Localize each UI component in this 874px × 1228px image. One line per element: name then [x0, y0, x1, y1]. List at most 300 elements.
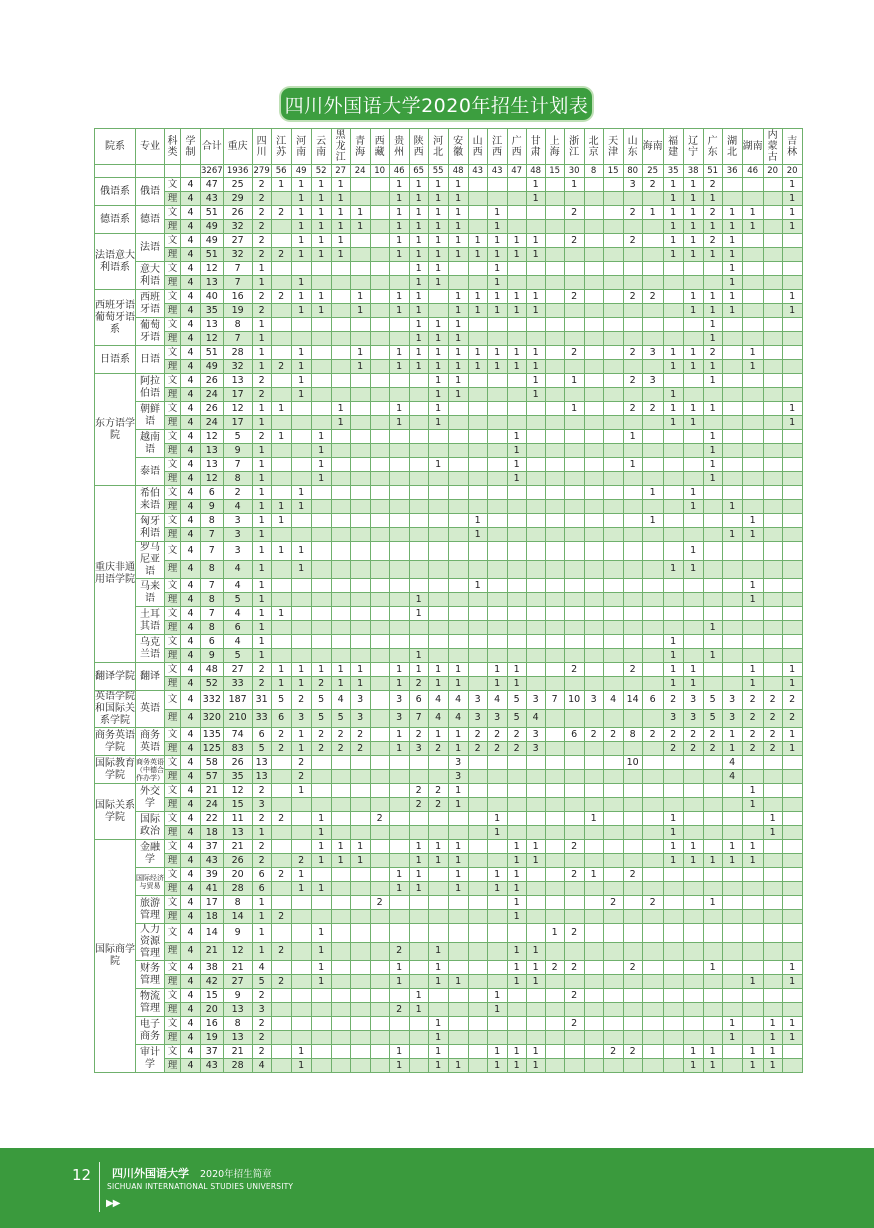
data-cell — [468, 989, 487, 1003]
data-cell — [683, 472, 703, 486]
data-cell: 2 — [252, 178, 271, 192]
data-cell: 32 — [223, 360, 252, 374]
data-cell: 2 — [252, 220, 271, 234]
data-cell: 1 — [507, 910, 526, 924]
dept-cell: 国际商学院 — [95, 840, 136, 1073]
data-cell — [763, 192, 782, 206]
data-cell — [389, 784, 409, 798]
data-cell — [603, 444, 623, 458]
data-cell — [545, 500, 564, 514]
data-cell: 1 — [507, 975, 526, 989]
table-row — [95, 542, 803, 561]
data-cell: 1 — [487, 868, 507, 882]
data-cell: 6 — [223, 621, 252, 635]
data-cell — [331, 528, 350, 542]
data-cell: 4 — [181, 854, 201, 868]
data-cell: 13 — [223, 374, 252, 388]
data-cell: 1 — [623, 430, 642, 444]
table-row — [95, 262, 803, 276]
data-cell — [763, 593, 782, 607]
data-cell: 理 — [165, 593, 181, 607]
data-cell: 1 — [428, 728, 448, 742]
data-cell: 4 — [181, 248, 201, 262]
data-cell: 文 — [165, 430, 181, 444]
data-cell: 1 — [526, 192, 545, 206]
data-cell — [370, 756, 389, 770]
data-cell: 2 — [370, 812, 389, 826]
data-cell — [468, 444, 487, 458]
data-cell: 1 — [703, 961, 722, 975]
data-cell — [663, 276, 683, 290]
data-cell: 1 — [252, 486, 271, 500]
data-cell: 19 — [223, 304, 252, 318]
data-cell — [311, 756, 331, 770]
data-cell — [448, 486, 468, 500]
total-cell: 35 — [663, 165, 683, 178]
data-cell: 2 — [564, 989, 584, 1003]
data-cell — [683, 276, 703, 290]
data-cell: 1 — [428, 388, 448, 402]
data-cell: 25 — [223, 178, 252, 192]
data-cell: 2 — [350, 728, 370, 742]
data-cell — [468, 1003, 487, 1017]
data-cell: 2 — [252, 1017, 271, 1031]
data-cell: 1 — [782, 416, 802, 430]
data-cell: 2 — [409, 728, 428, 742]
data-cell — [448, 961, 468, 975]
data-cell: 2 — [642, 728, 663, 742]
data-cell: 3 — [722, 691, 742, 710]
dept-cell: 翻译学院 — [95, 663, 136, 691]
table-row — [95, 560, 803, 579]
data-cell — [722, 649, 742, 663]
data-cell — [545, 1059, 564, 1073]
data-cell — [782, 621, 802, 635]
data-cell — [584, 663, 603, 677]
data-cell — [370, 770, 389, 784]
data-cell — [370, 868, 389, 882]
data-cell — [409, 579, 428, 593]
data-cell — [642, 262, 663, 276]
column-header: 甘肃 — [526, 129, 545, 165]
data-cell: 12 — [201, 472, 224, 486]
data-cell: 1 — [683, 220, 703, 234]
data-cell — [389, 756, 409, 770]
data-cell — [468, 942, 487, 961]
data-cell: 1 — [663, 360, 683, 374]
data-cell — [468, 840, 487, 854]
data-cell — [526, 579, 545, 593]
data-cell — [623, 248, 642, 262]
data-cell — [389, 896, 409, 910]
data-cell — [603, 882, 623, 896]
data-cell: 41 — [201, 882, 224, 896]
data-cell: 1 — [311, 304, 331, 318]
data-cell — [603, 402, 623, 416]
footer-english-name: SICHUAN INTERNATIONAL STUDIES UNIVERSITY — [107, 1182, 294, 1191]
data-cell: 7 — [201, 607, 224, 621]
data-cell — [526, 402, 545, 416]
data-cell: 1 — [763, 1017, 782, 1031]
data-cell: 7 — [201, 542, 224, 561]
data-cell: 2 — [564, 346, 584, 360]
data-cell — [526, 812, 545, 826]
data-cell: 4 — [181, 579, 201, 593]
data-cell: 1 — [487, 290, 507, 304]
data-cell — [742, 882, 763, 896]
data-cell: 1 — [663, 248, 683, 262]
table-row — [95, 486, 803, 500]
data-cell — [603, 910, 623, 924]
data-cell — [350, 500, 370, 514]
data-cell: 1 — [389, 192, 409, 206]
data-cell: 27 — [223, 234, 252, 248]
data-cell — [703, 1031, 722, 1045]
data-cell — [331, 430, 350, 444]
data-cell: 1 — [782, 663, 802, 677]
data-cell: 1 — [468, 304, 487, 318]
data-cell — [703, 579, 722, 593]
data-cell: 13 — [201, 318, 224, 332]
column-header: 湖北 — [722, 129, 742, 165]
data-cell — [370, 234, 389, 248]
data-cell — [603, 1003, 623, 1017]
data-cell — [291, 458, 311, 472]
data-cell: 4 — [223, 500, 252, 514]
data-cell — [370, 206, 389, 220]
table-row — [95, 882, 803, 896]
data-cell: 1 — [311, 663, 331, 677]
data-cell: 文 — [165, 691, 181, 710]
column-header: 院系 — [95, 129, 136, 165]
data-cell — [428, 528, 448, 542]
data-cell — [409, 1017, 428, 1031]
data-cell — [763, 248, 782, 262]
data-cell — [642, 444, 663, 458]
data-cell: 理 — [165, 854, 181, 868]
table-row — [95, 742, 803, 756]
data-cell — [763, 346, 782, 360]
data-cell: 2 — [703, 178, 722, 192]
data-cell: 1 — [311, 472, 331, 486]
data-cell: 4 — [331, 691, 350, 710]
data-cell — [545, 304, 564, 318]
data-cell — [722, 924, 742, 943]
data-cell — [271, 1017, 291, 1031]
data-cell: 3 — [487, 709, 507, 728]
data-cell: 8 — [223, 472, 252, 486]
data-cell: 1 — [291, 276, 311, 290]
data-cell — [271, 262, 291, 276]
data-cell — [642, 579, 663, 593]
data-cell: 5 — [252, 975, 271, 989]
data-cell — [526, 607, 545, 621]
data-cell — [603, 607, 623, 621]
data-cell — [331, 924, 350, 943]
data-cell — [487, 924, 507, 943]
data-cell — [742, 430, 763, 444]
data-cell: 1 — [291, 360, 311, 374]
footer-divider — [99, 1162, 100, 1212]
data-cell — [291, 812, 311, 826]
data-cell — [468, 500, 487, 514]
data-cell: 32 — [223, 248, 252, 262]
data-cell — [291, 635, 311, 649]
data-cell: 1 — [252, 607, 271, 621]
data-cell: 4 — [181, 924, 201, 943]
data-cell — [409, 961, 428, 975]
data-cell — [487, 942, 507, 961]
data-cell — [763, 882, 782, 896]
data-cell — [584, 472, 603, 486]
data-cell — [782, 374, 802, 388]
data-cell: 4 — [603, 691, 623, 710]
table-row — [95, 514, 803, 528]
data-cell — [545, 444, 564, 458]
data-cell — [448, 472, 468, 486]
data-cell: 1 — [487, 1045, 507, 1059]
data-cell: 4 — [181, 318, 201, 332]
data-cell — [603, 784, 623, 798]
data-cell — [584, 798, 603, 812]
data-cell: 1 — [331, 234, 350, 248]
data-cell: 1 — [487, 663, 507, 677]
data-cell — [584, 220, 603, 234]
data-cell — [468, 374, 487, 388]
data-cell: 1 — [350, 290, 370, 304]
data-cell — [584, 458, 603, 472]
data-cell: 4 — [181, 621, 201, 635]
data-cell: 4 — [252, 1059, 271, 1073]
data-cell — [271, 882, 291, 896]
data-cell — [350, 812, 370, 826]
data-cell — [545, 486, 564, 500]
data-cell — [584, 528, 603, 542]
data-cell — [584, 621, 603, 635]
data-cell — [487, 1031, 507, 1045]
data-cell: 4 — [722, 756, 742, 770]
table-row — [95, 346, 803, 360]
data-cell: 2 — [742, 742, 763, 756]
data-cell — [782, 262, 802, 276]
data-cell — [564, 593, 584, 607]
data-cell: 20 — [201, 1003, 224, 1017]
data-cell — [271, 346, 291, 360]
data-cell: 1 — [311, 220, 331, 234]
data-cell — [642, 677, 663, 691]
data-cell — [291, 528, 311, 542]
data-cell: 1 — [448, 360, 468, 374]
total-cell: 55 — [428, 165, 448, 178]
data-cell — [331, 961, 350, 975]
data-cell: 2 — [252, 304, 271, 318]
data-cell: 1 — [507, 304, 526, 318]
data-cell: 1 — [428, 332, 448, 346]
data-cell: 4 — [181, 784, 201, 798]
data-cell — [603, 635, 623, 649]
table-row — [95, 840, 803, 854]
data-cell — [291, 472, 311, 486]
data-cell: 1 — [722, 220, 742, 234]
data-cell — [663, 593, 683, 607]
data-cell: 1 — [722, 1031, 742, 1045]
data-cell: 8 — [201, 514, 224, 528]
table-row — [95, 374, 803, 388]
data-cell: 24 — [201, 388, 224, 402]
data-cell: 1 — [409, 262, 428, 276]
data-cell — [703, 607, 722, 621]
data-cell — [370, 798, 389, 812]
data-cell: 1 — [252, 593, 271, 607]
data-cell: 4 — [181, 961, 201, 975]
data-cell — [487, 388, 507, 402]
data-cell — [722, 430, 742, 444]
data-cell — [311, 798, 331, 812]
data-cell: 1 — [428, 854, 448, 868]
data-cell — [526, 989, 545, 1003]
data-cell: 1 — [409, 220, 428, 234]
data-cell: 1 — [507, 472, 526, 486]
data-cell — [468, 868, 487, 882]
data-cell — [623, 621, 642, 635]
data-cell — [642, 560, 663, 579]
data-cell — [291, 318, 311, 332]
data-cell: 2 — [252, 677, 271, 691]
data-cell — [603, 234, 623, 248]
data-cell: 135 — [201, 728, 224, 742]
data-cell — [526, 528, 545, 542]
data-cell — [311, 1003, 331, 1017]
data-cell — [468, 178, 487, 192]
data-cell — [564, 621, 584, 635]
data-cell — [389, 840, 409, 854]
data-cell — [370, 1059, 389, 1073]
data-cell: 1 — [448, 318, 468, 332]
data-cell: 24 — [201, 798, 224, 812]
data-cell: 4 — [181, 798, 201, 812]
data-cell: 1 — [703, 444, 722, 458]
data-cell — [763, 360, 782, 374]
table-row — [95, 910, 803, 924]
data-cell — [291, 896, 311, 910]
data-cell — [271, 635, 291, 649]
data-cell: 理 — [165, 304, 181, 318]
data-cell: 1 — [389, 1045, 409, 1059]
data-cell: 2 — [603, 1045, 623, 1059]
data-cell — [742, 472, 763, 486]
data-cell — [331, 346, 350, 360]
data-cell — [584, 402, 603, 416]
data-cell — [291, 332, 311, 346]
data-cell: 2 — [271, 206, 291, 220]
data-cell — [584, 910, 603, 924]
table-row — [95, 1003, 803, 1017]
data-cell — [507, 514, 526, 528]
data-cell: 文 — [165, 178, 181, 192]
data-cell — [683, 1003, 703, 1017]
data-cell — [331, 514, 350, 528]
data-cell — [409, 756, 428, 770]
data-cell — [683, 318, 703, 332]
data-cell — [350, 942, 370, 961]
data-cell — [409, 812, 428, 826]
data-cell — [468, 910, 487, 924]
data-cell: 文 — [165, 262, 181, 276]
data-cell: 1 — [448, 868, 468, 882]
total-cell: 1936 — [223, 165, 252, 178]
table-row — [95, 318, 803, 332]
data-cell: 4 — [181, 486, 201, 500]
data-cell — [271, 234, 291, 248]
data-cell: 332 — [201, 691, 224, 710]
total-cell: 51 — [703, 165, 722, 178]
data-cell: 1 — [722, 742, 742, 756]
data-cell — [663, 1045, 683, 1059]
data-cell: 理 — [165, 332, 181, 346]
data-cell — [742, 649, 763, 663]
data-cell — [623, 784, 642, 798]
data-cell — [409, 910, 428, 924]
data-cell — [722, 975, 742, 989]
data-cell — [448, 579, 468, 593]
data-cell — [642, 742, 663, 756]
data-cell: 4 — [181, 276, 201, 290]
data-cell — [663, 486, 683, 500]
major-cell: 审计学 — [136, 1045, 165, 1073]
data-cell — [370, 975, 389, 989]
data-cell: 26 — [201, 374, 224, 388]
data-cell: 1 — [252, 444, 271, 458]
data-cell: 文 — [165, 402, 181, 416]
table-row — [95, 234, 803, 248]
data-cell: 3 — [526, 691, 545, 710]
data-cell — [291, 826, 311, 840]
data-cell — [564, 560, 584, 579]
data-cell — [564, 472, 584, 486]
data-cell: 7 — [223, 276, 252, 290]
data-cell — [564, 332, 584, 346]
data-cell — [663, 1003, 683, 1017]
total-cell: 24 — [350, 165, 370, 178]
column-header: 吉林 — [782, 129, 802, 165]
data-cell — [584, 924, 603, 943]
data-cell: 1 — [663, 560, 683, 579]
data-cell — [722, 360, 742, 374]
data-cell — [468, 542, 487, 561]
data-cell — [623, 1003, 642, 1017]
data-cell — [623, 388, 642, 402]
data-cell — [623, 416, 642, 430]
data-cell — [350, 234, 370, 248]
data-cell — [603, 360, 623, 374]
data-cell: 1 — [526, 304, 545, 318]
data-cell: 1 — [507, 248, 526, 262]
data-cell — [642, 276, 663, 290]
data-cell: 1 — [703, 318, 722, 332]
data-cell: 4 — [181, 882, 201, 896]
data-cell: 8 — [201, 621, 224, 635]
data-cell: 1 — [291, 868, 311, 882]
data-cell: 1 — [722, 262, 742, 276]
major-cell: 国际经济与贸易 — [136, 868, 165, 896]
data-cell: 4 — [181, 989, 201, 1003]
data-cell — [642, 332, 663, 346]
data-cell — [742, 486, 763, 500]
data-cell: 2 — [252, 290, 271, 304]
major-cell: 阿拉伯语 — [136, 374, 165, 402]
data-cell: 4 — [223, 560, 252, 579]
data-cell — [468, 318, 487, 332]
